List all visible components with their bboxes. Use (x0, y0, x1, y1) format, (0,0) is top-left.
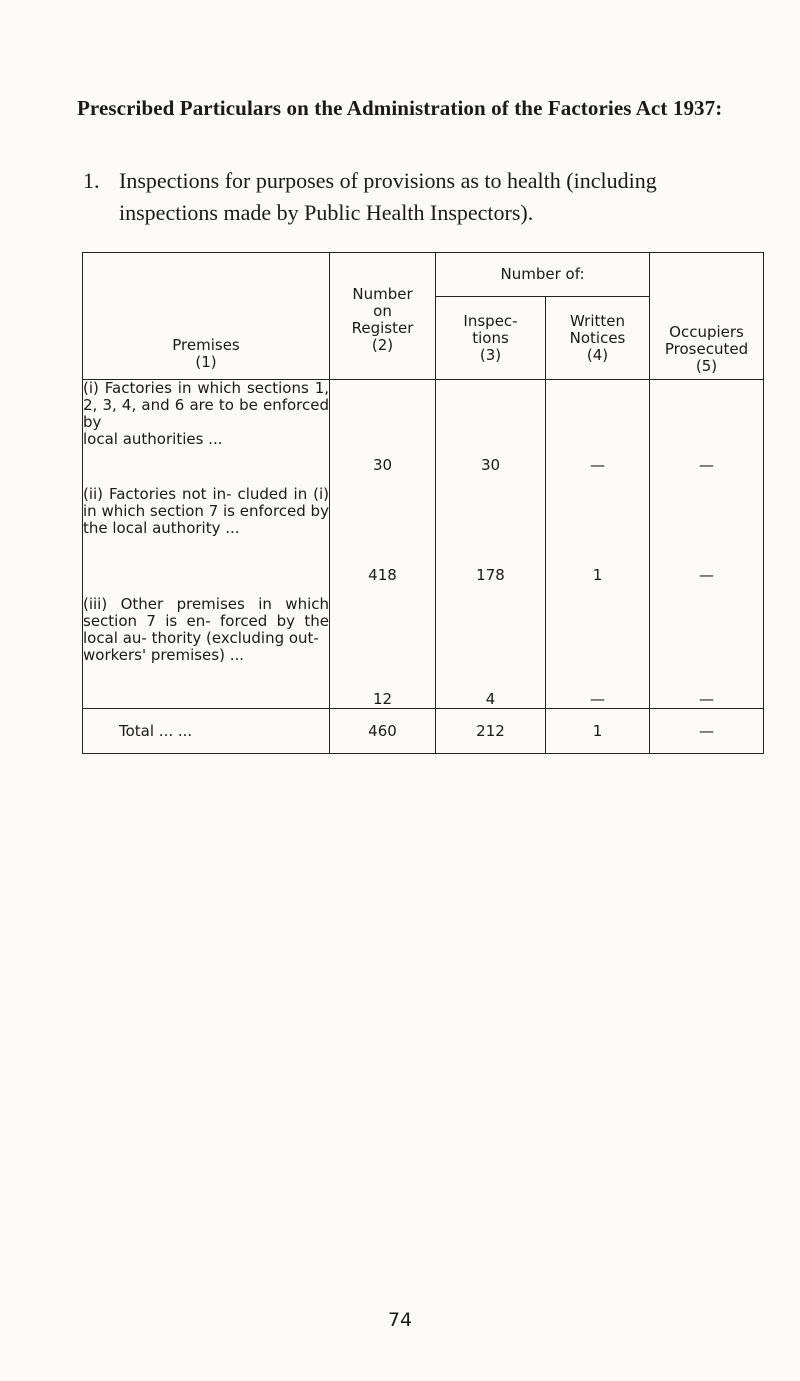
inspections-cell: 4 (436, 584, 546, 709)
header-premises: Premises (1) (83, 253, 330, 380)
intro-line-2: inspections made by Public Health Inspectors). (119, 200, 534, 225)
inspections-cell: 30 (436, 380, 546, 475)
register-cell: 12 (330, 584, 436, 709)
total-prosecuted: — (650, 709, 764, 754)
notices-cell: — (546, 380, 650, 475)
table-row (83, 380, 764, 475)
table-row (83, 474, 764, 584)
header-number-of: Number of: (436, 253, 650, 297)
register-cell: 30 (330, 380, 436, 475)
inspections-cell: 178 (436, 474, 546, 584)
total-label: Total ... ... (83, 709, 330, 754)
header-notices: Written Notices (4) (546, 297, 650, 380)
notices-cell: 1 (546, 474, 650, 584)
register-cell: 418 (330, 474, 436, 584)
intro-paragraph (83, 165, 763, 229)
premises-cell: (i) Factories in which sections 1, 2, 3, 4, and 6 are to be enforced by local authorities ... (83, 380, 330, 475)
total-row (83, 709, 764, 754)
page-heading: Prescribed Particulars on the Administration of the Factories Act 1937: (77, 96, 723, 120)
total-inspections: 212 (436, 709, 546, 754)
header-prosecuted: Occupiers Prosecuted (5) (650, 253, 764, 380)
prosecuted-cell: — (650, 584, 764, 709)
premises-cell: (ii) Factories not in- cluded in (i) in which section 7 is enforced by the local authority ... (83, 474, 330, 584)
table-row (83, 584, 764, 709)
total-register: 460 (330, 709, 436, 754)
page-number: 74 (387, 1309, 413, 1331)
header-register: Number on Register (2) (330, 253, 436, 380)
item-number: 1. (83, 168, 100, 193)
intro-line-1: Inspections for purposes of provisions as to health (including (119, 168, 657, 193)
premises-cell: (iii) Other premises in which section 7 is en- forced by the local au- thority (excluding out- workers' premises) ... (83, 584, 330, 709)
prosecuted-cell: — (650, 474, 764, 584)
total-notices: 1 (546, 709, 650, 754)
notices-cell: — (546, 584, 650, 709)
header-inspections: Inspec- tions (3) (436, 297, 546, 380)
inspections-table (82, 252, 764, 754)
prosecuted-cell: — (650, 380, 764, 475)
